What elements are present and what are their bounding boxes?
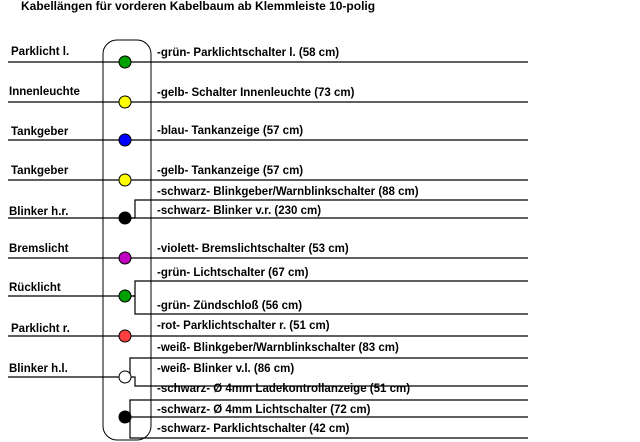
- right-label-2: -blau- Tankanzeige (57 cm): [157, 125, 304, 137]
- right-label-14: -schwarz- Parklichtschalter (42 cm): [157, 423, 350, 435]
- terminals: [119, 56, 131, 423]
- right-label-1: -gelb- Schalter Innenleuchte (73 cm): [157, 87, 355, 99]
- right-label-11: -weiß- Blinker v.l. (86 cm): [157, 363, 295, 375]
- right-label-13: -schwarz- Ø 4mm Lichtschalter (72 cm): [157, 404, 371, 416]
- right-label-7: -grün- Lichtschalter (67 cm): [157, 267, 309, 279]
- terminal-8: [119, 330, 131, 342]
- right-label-4: -schwarz- Blinkgeber/Warnblinkschalter (88 cm): [157, 186, 419, 198]
- left-label-tankgeber-1: Tankgeber: [11, 126, 69, 138]
- right-label-8: -grün- Zündschloß (56 cm): [157, 300, 303, 312]
- left-label-parklicht-l: Parklicht l.: [11, 46, 70, 58]
- terminal-4: [119, 174, 131, 186]
- right-label-6: -violett- Bremslichtschalter (53 cm): [157, 243, 349, 255]
- right-label-9: -rot- Parklichtschalter r. (51 cm): [157, 320, 330, 332]
- right-label-0: -grün- Parklichtschalter l. (58 cm): [157, 47, 340, 59]
- terminal-10: [119, 411, 131, 423]
- left-label-bremslicht: Bremslicht: [9, 243, 69, 255]
- left-label-parklicht-r: Parklicht r.: [11, 323, 70, 335]
- right-label-5: -schwarz- Blinker v.r. (230 cm): [157, 205, 322, 217]
- terminal-3: [119, 134, 131, 146]
- terminal-1: [119, 56, 131, 68]
- left-label-ruecklicht: Rücklicht: [9, 282, 61, 294]
- terminal-7: [119, 290, 131, 302]
- left-label-tankgeber-2: Tankgeber: [11, 165, 69, 177]
- right-label-10: -weiß- Blinkgeber/Warnblinkschalter (83 cm): [157, 342, 399, 354]
- terminal-2: [119, 96, 131, 108]
- right-label-12: -schwarz- Ø 4mm Ladekontrollanzeige (51 cm): [157, 383, 411, 395]
- diagram-title: Kabellängen für vorderen Kabelbaum ab Klemmleiste 10-polig: [21, 0, 376, 13]
- left-label-blinker-hr: Blinker h.r.: [9, 206, 69, 218]
- terminal-9: [119, 371, 131, 383]
- left-label-innenleuchte: Innenleuchte: [9, 86, 80, 98]
- right-label-3: -gelb- Tankanzeige (57 cm): [157, 165, 304, 177]
- terminal-6: [119, 252, 131, 264]
- left-label-blinker-hl: Blinker h.l.: [9, 363, 68, 375]
- terminal-5: [119, 212, 131, 224]
